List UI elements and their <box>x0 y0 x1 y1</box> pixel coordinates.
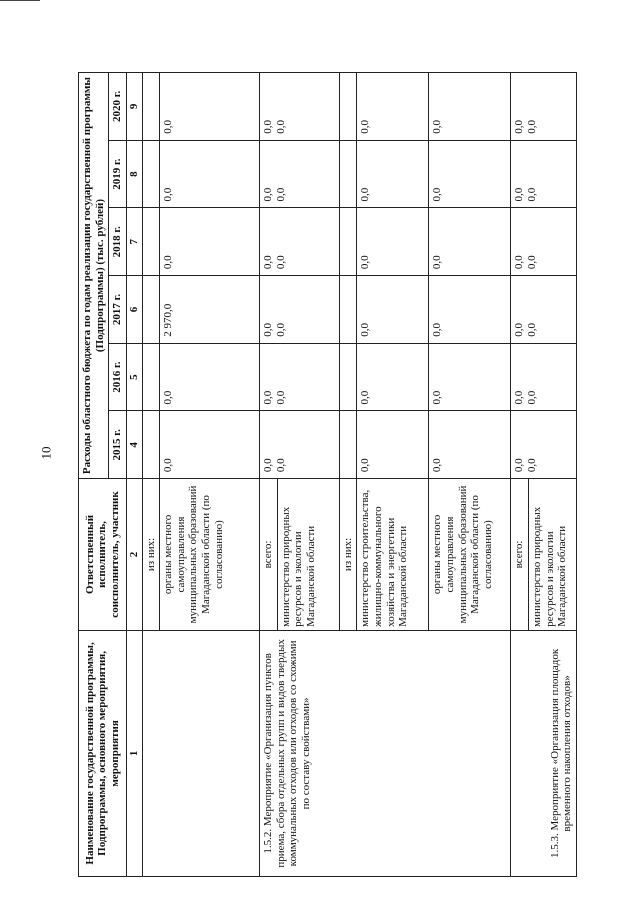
executor-cell: министерство строительства, жилищно-коммунального хозяйства и энергетики Магаданской области <box>357 479 429 631</box>
column-number: 5 <box>126 343 142 411</box>
value-cell: 0,0 0,0 <box>511 73 577 141</box>
value-cell: 0,0 <box>429 140 511 208</box>
header-executor: Ответственный исполнитель, соисполнитель, участник <box>79 479 127 631</box>
value-cell: 0,0 0,0 <box>260 343 340 411</box>
executor-cell: министерство природных ресурсов и экологии Магаданской области <box>277 479 339 631</box>
column-number: 6 <box>126 276 142 344</box>
program-name-cell <box>142 630 260 876</box>
value-cell: 0,0 <box>357 140 429 208</box>
executor-cell: из них: <box>339 479 357 631</box>
program-name-cell: 1.5.3. Мероприятие «Организация площадок временного накопления отходов» <box>511 630 577 876</box>
value-cell: 0,0 0,0 <box>511 208 577 276</box>
value-cell: 0,0 0,0 <box>260 411 340 479</box>
value-cell: 0,0 <box>429 343 511 411</box>
program-name-cell: 1.5.2. Мероприятие «Организация пунктов приема, сбора отдельных групп и видов твердых коммунальных отходов или отходов со схожими по составу свойствами» <box>260 630 511 876</box>
value-cell: 0,0 0,0 <box>511 276 577 344</box>
value-cell <box>339 208 357 276</box>
table-body <box>142 73 577 877</box>
header-year: 2017 г. <box>109 276 127 344</box>
page-number: 10 <box>38 446 54 460</box>
value-cell: 2 970,0 <box>160 276 260 344</box>
executor-cell: всего: <box>260 479 278 631</box>
value-cell <box>142 343 160 411</box>
value-cell: 0,0 <box>429 276 511 344</box>
value-cell: 0,0 <box>357 73 429 141</box>
value-cell: 0,0 0,0 <box>511 411 577 479</box>
value-cell <box>339 276 357 344</box>
header-year: 2020 г. <box>109 73 127 141</box>
column-number: 7 <box>126 208 142 276</box>
header-row-numbers <box>126 73 142 877</box>
header-program-name: Наименование государственной программы, Подпрограммы, основного мероприятия, мероприятия <box>79 630 127 876</box>
header-row-1 <box>79 73 109 877</box>
value-cell: 0,0 <box>160 140 260 208</box>
header-budget-group: Расходы областного бюджета по годам реализации государственной программы (Подпрограммы) (тыс. рублей) <box>79 73 109 479</box>
value-cell: 0,0 <box>357 208 429 276</box>
value-cell: 0,0 <box>160 343 260 411</box>
value-cell: 0,0 <box>160 73 260 141</box>
header-year: 2019 г. <box>109 140 127 208</box>
executor-cell: всего: <box>511 479 529 631</box>
value-cell: 0,0 <box>429 208 511 276</box>
header-year: 2016 г. <box>109 343 127 411</box>
value-cell <box>339 343 357 411</box>
budget-table <box>78 72 577 877</box>
column-number: 4 <box>126 411 142 479</box>
value-cell <box>142 73 160 141</box>
rotated-table-container <box>78 72 574 877</box>
table-row <box>260 73 278 877</box>
value-cell: 0,0 0,0 <box>260 73 340 141</box>
column-number: 8 <box>126 140 142 208</box>
column-number: 1 <box>126 630 142 876</box>
value-cell <box>142 140 160 208</box>
executor-cell: органы местного самоуправления муниципальных образований Магаданской области (по согласованию) <box>160 479 260 631</box>
value-cell <box>339 411 357 479</box>
value-cell <box>142 411 160 479</box>
value-cell: 0,0 0,0 <box>511 343 577 411</box>
header-year: 2018 г. <box>109 208 127 276</box>
value-cell: 0,0 <box>357 276 429 344</box>
table-row <box>142 73 160 877</box>
value-cell: 0,0 <box>357 411 429 479</box>
column-number: 9 <box>126 73 142 141</box>
value-cell: 0,0 <box>429 411 511 479</box>
value-cell: 0,0 <box>160 208 260 276</box>
scan-edge-line <box>0 0 40 1</box>
value-cell: 0,0 0,0 <box>511 140 577 208</box>
header-year: 2015 г. <box>109 411 127 479</box>
value-cell <box>142 276 160 344</box>
value-cell <box>142 208 160 276</box>
executor-cell: из них: <box>142 479 160 631</box>
executor-cell: министерство природных ресурсов и экологии Магаданской области <box>529 479 577 631</box>
value-cell: 0,0 <box>357 343 429 411</box>
value-cell: 0,0 0,0 <box>260 140 340 208</box>
value-cell: 0,0 <box>160 411 260 479</box>
value-cell <box>339 73 357 141</box>
value-cell: 0,0 0,0 <box>260 276 340 344</box>
column-number: 2 <box>126 479 142 631</box>
table-row <box>511 73 529 877</box>
executor-cell: органы местного самоуправления муниципальных образований Магаданской области (по согласованию) <box>429 479 511 631</box>
value-cell: 0,0 <box>429 73 511 141</box>
value-cell <box>339 140 357 208</box>
value-cell: 0,0 0,0 <box>260 208 340 276</box>
